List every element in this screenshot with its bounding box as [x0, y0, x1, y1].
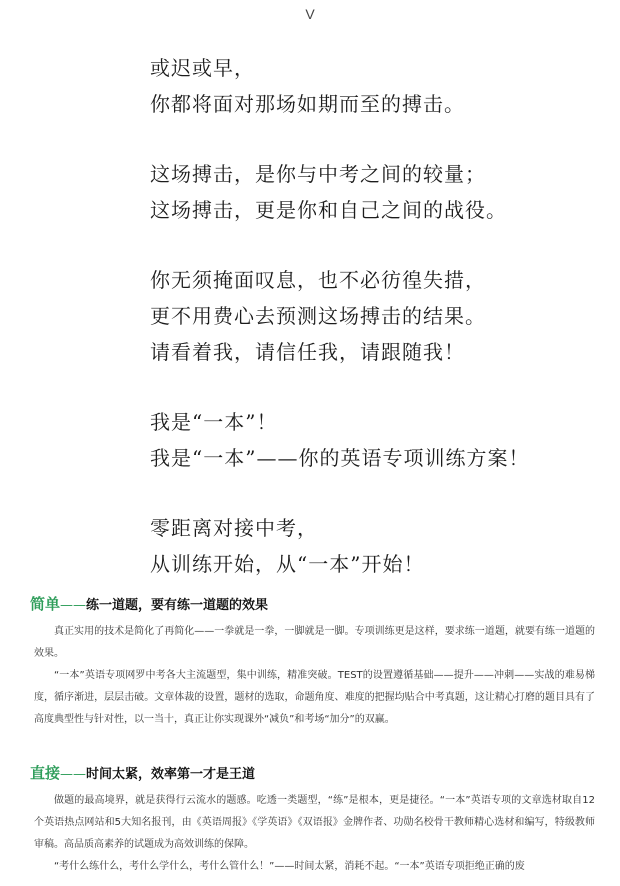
section-key: 简单 — [30, 595, 61, 613]
poem-line: 更不用费心去预测这场搏击的结果。 — [150, 304, 486, 328]
poem-line: 我是“一本”——你的英语专项训练方案！ — [150, 446, 530, 470]
poem-line: 你无须掩面叹息，也不必彷徨失措， — [150, 268, 486, 292]
poem-stanza-4 — [150, 404, 610, 476]
poem-line: 请看着我，请信任我，请跟随我！ — [150, 340, 465, 364]
section-dash: —— — [60, 598, 87, 613]
poem-line: 这场搏击，是你与中考之间的较量； — [150, 162, 486, 186]
section-paragraph: “考什么练什么，考什么学什么，考什么管什么！”——时间太紧，消耗不起。“一本”英语专项拒绝正确的废 — [54, 861, 525, 872]
section-title: 时间太紧，效率第一才是王道 — [86, 767, 256, 782]
section-paragraph: 真正实用的技术是简化了再简化——一拳就是一拳，一脚就是一脚。专项训练更是这样，要求练一道题，就要有练一道题的效果。 — [34, 626, 595, 659]
section-direct — [30, 762, 595, 878]
section-dash: —— — [60, 767, 87, 782]
section-paragraph: 做题的最高境界，就是获得行云流水的题感。吃透一类题型，“练”是根本，更是捷径。“一本”英语专项的文章选材取自12个英语热点网站和5大知名报刊，由《英语周报》《学英语》《双语报》金牌作者、功勋名校骨干教师精心选材和编写，特级教师审稿。高品质高素养的试题成为高效训练的保障。 — [34, 795, 595, 850]
section-heading — [30, 593, 595, 615]
page-marker: V — [305, 6, 315, 22]
preface-poem — [150, 50, 610, 616]
poem-stanza-5 — [150, 510, 610, 582]
poem-line: 我是“一本”！ — [150, 410, 278, 434]
section-simple — [30, 593, 595, 731]
section-heading — [30, 762, 595, 784]
section-key: 直接 — [30, 764, 61, 782]
poem-line: 或迟或早， — [150, 56, 255, 80]
poem-line: 零距离对接中考， — [150, 516, 318, 540]
section-title: 练一道题，要有练一道题的效果 — [86, 598, 269, 613]
poem-stanza-3 — [150, 262, 610, 370]
poem-stanza-1 — [150, 50, 610, 122]
section-paragraph: “一本”英语专项网罗中考各大主流题型，集中训练，精准突破。TEST的设置遵循基础——提升——冲刺——实战的难易梯度，循序渐进，层层击破。文章体裁的设置，题材的选取，命题角度、难度的把握均贴合中考真题，这让精心打磨的题目具有了高度典型性与针对性，以一当十，真正让你实现课外“减负”和考场“加分”的双赢。 — [34, 670, 595, 725]
poem-line: 你都将面对那场如期而至的搏击。 — [150, 92, 465, 116]
poem-stanza-2 — [150, 156, 610, 228]
poem-line: 从训练开始，从“一本”开始！ — [150, 552, 425, 576]
poem-line: 这场搏击，更是你和自己之间的战役。 — [150, 198, 507, 222]
